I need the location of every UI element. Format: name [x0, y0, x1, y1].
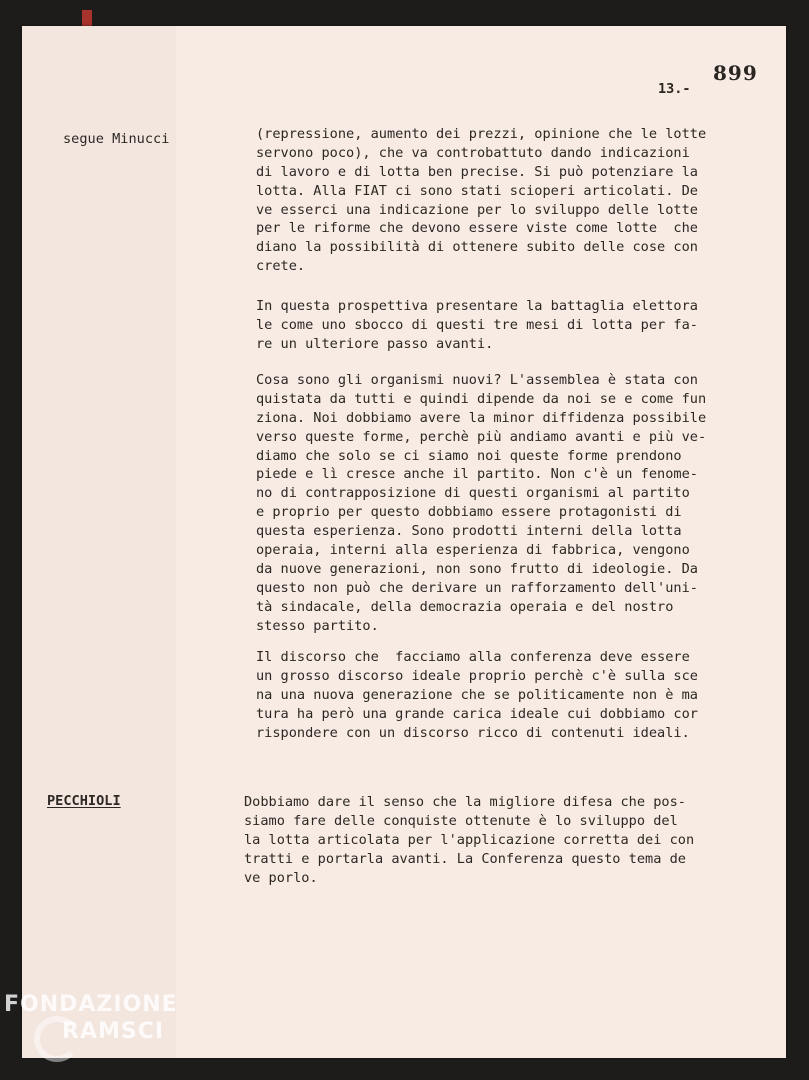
text-line: operaia, interni alla esperienza di fabbrica, vengono — [256, 542, 690, 559]
text-line: ve porlo. — [244, 869, 318, 886]
text-line: questa esperienza. Sono prodotti interni della lotta — [256, 523, 682, 540]
text-line: In questa prospettiva presentare la battaglia elettora — [256, 298, 698, 314]
watermark-line1: FONDAZIONE — [4, 992, 178, 1017]
text-line: per le riforme che devono essere viste come lotte che — [256, 220, 698, 237]
text-line: stesso partito. — [256, 617, 379, 634]
text-line: da nuove generazioni, non sono frutto di ideologie. Da — [256, 560, 698, 577]
page-shading — [22, 26, 176, 1058]
text-line: (repressione, aumento dei prezzi, opinione che le lotte — [256, 126, 707, 142]
text-line: re un ulteriore passo avanti. — [256, 335, 494, 352]
text-line: rispondere con un discorso ricco di contenuti ideali. — [256, 724, 690, 741]
text-line: servono poco), che va controbattuto dando indicazioni — [256, 144, 690, 161]
text-line: questo non può che derivare un rafforzamento dell'uni- — [256, 579, 698, 596]
text-line: na una nuova generazione che se politicamente non è ma — [256, 686, 698, 703]
text-line: lotta. Alla FIAT ci sono stati scioperi articolati. De — [256, 182, 698, 199]
text-line: e proprio per questo dobbiamo essere protagonisti di — [256, 504, 682, 521]
paragraph-2 — [256, 297, 698, 354]
text-line: verso queste forme, perchè più andiamo avanti e più ve- — [256, 428, 707, 445]
text-line: Cosa sono gli organismi nuovi? L'assemblea è stata con — [256, 372, 698, 388]
speaker-pecchioli: PECCHIOLI — [47, 793, 121, 809]
page-number: 899 — [713, 61, 758, 85]
text-line: crete. — [256, 258, 306, 275]
paragraph-4 — [256, 648, 698, 742]
speaker-minucci: segue Minucci — [63, 131, 170, 147]
text-line: ziona. Noi dobbiamo avere la minor diffidenza possibile — [256, 409, 707, 426]
text-line: tà sindacale, della democrazia operaia e del nostro — [256, 598, 674, 615]
text-line: le come uno sbocco di questi tre mesi di lotta per fa- — [256, 316, 698, 333]
text-line: ve esserci una indicazione per lo sviluppo delle lotte — [256, 201, 698, 218]
text-line: un grosso discorso ideale proprio perchè c'è sulla sce — [256, 667, 698, 684]
text-line: siamo fare delle conquiste ottenute è lo sviluppo del — [244, 812, 678, 829]
archive-watermark — [4, 992, 204, 1072]
text-line: diano la possibilità di ottenere subito delle cose con — [256, 239, 698, 256]
text-line: Il discorso che facciamo alla conferenza deve essere — [256, 649, 690, 665]
text-line: quistata da tutti e quindi dipende da noi se e come fun — [256, 390, 707, 407]
text-line: diamo che solo se ci siamo noi queste forme prendono — [256, 447, 682, 464]
text-line: la lotta articolata per l'applicazione corretta dei con — [244, 831, 695, 848]
text-line: di lavoro e di lotta ben precise. Si può potenziare la — [256, 163, 698, 180]
watermark-line2: RAMSCI — [62, 1019, 165, 1044]
paragraph-5 — [244, 793, 694, 887]
paragraph-3 — [256, 371, 706, 635]
text-line: no di contrapposizione di questi organismi al partito — [256, 485, 690, 502]
text-line: tura ha però una grande carica ideale cui dobbiamo cor — [256, 705, 698, 722]
section-number: 13.- — [658, 81, 691, 97]
text-line: piede e lì cresce anche il partito. Non c'è un fenome- — [256, 466, 698, 483]
text-line: Dobbiamo dare il senso che la migliore difesa che pos- — [244, 794, 686, 810]
text-line: tratti e portarla avanti. La Conferenza questo tema de — [244, 850, 686, 867]
paragraph-1 — [256, 125, 706, 276]
